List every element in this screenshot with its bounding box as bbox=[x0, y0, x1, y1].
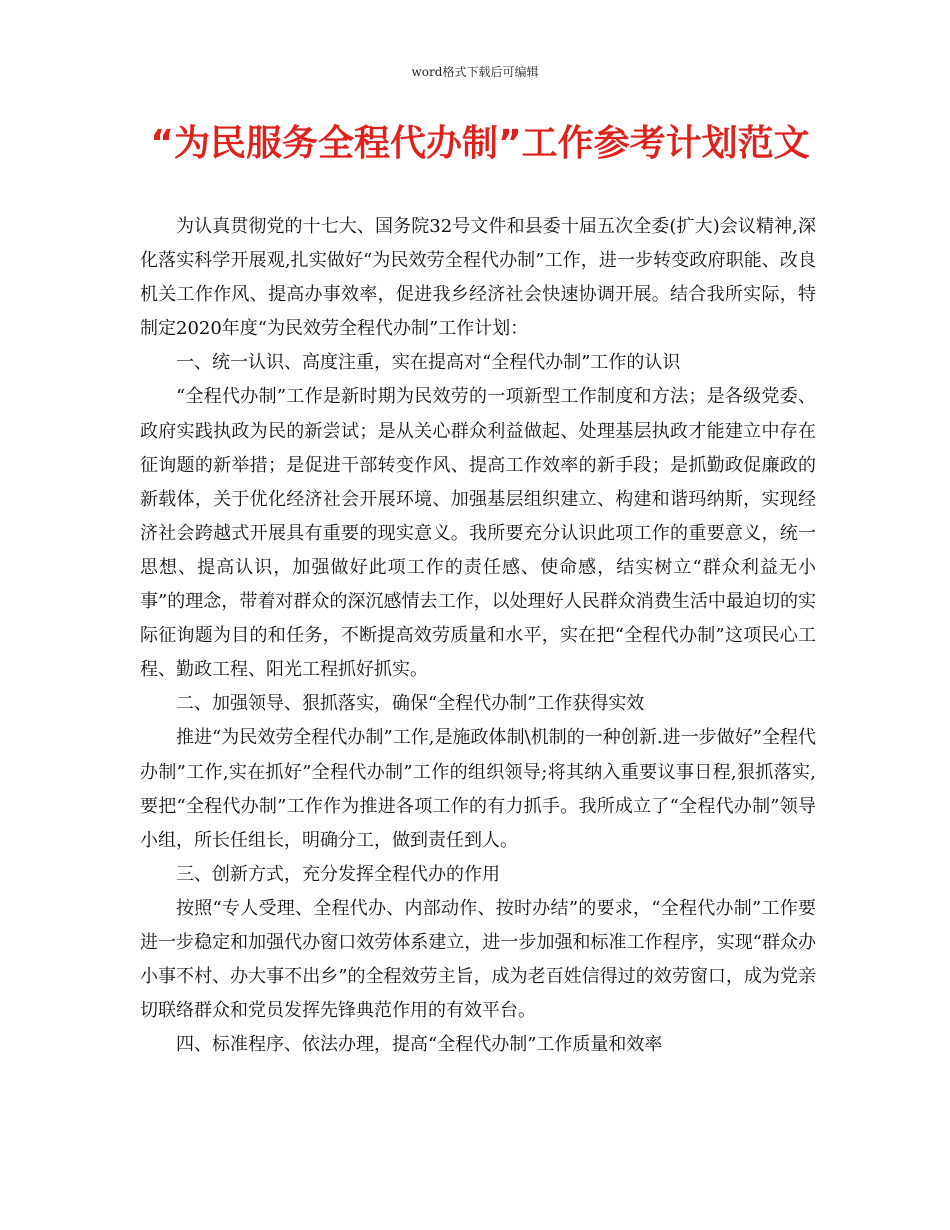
document-body bbox=[140, 210, 816, 1062]
section-heading-1: 一、统一认识、高度注重，实在提高对“全程代办制”工作的认识 bbox=[176, 352, 681, 374]
paragraph-section-3: 按照“专人受理、全程代办、内部动作、按时办结”的要求，“全程代办制”工作要进一步稳定和加强代办窗口效劳体系建立，进一步加强和标准工作程序，实现“群众办小事不村、办大事不出乡”的全程效劳主旨，成为老百姓信得过的效劳窗口，成为党亲切联络群众和党员发挥先锋典范作用的有效平台。 bbox=[140, 897, 816, 1022]
paragraph-section-2: 推进“为民效劳全程代办制”工作,是施政体制\机制的一种创新.进一步做好”全程代办制”工作,实在抓好”全程代办制”工作的组织领导;将其纳入重要议事日程,狠抓落实,要把“全程代办制”工作作为推进各项工作的有力抓手。我所成立了“全程代办制”领导小组，所长任组长，明确分工，做到责任到人。 bbox=[140, 727, 816, 851]
paragraph-section-1: “全程代办制”工作是新时期为民效劳的一项新型工作制度和方法；是各级党委、政府实践执政为民的新尝试；是从关心群众利益做起、处理基层执政才能建立中存在征询题的新举措；是促进干部转变作风、提高工作效率的新手段；是抓勤政促廉政的新载体，关于优化经济社会开展环境、加强基层组织建立、构建和谐玛纳斯，实现经济社会跨越式开展具有重要的现实意义。我所要充分认识此项工作的重要意义，统一思想、提高认识，加强做好此项工作的责任感、使命感，结实树立“群众利益无小事”的理念，带着对群众的深沉感情去工作，以处理好人民群众消费生活中最迫切的实际征询题为目的和任务，不断提高效劳质量和水平，实在把“全程代办制”这项民心工程、勤政工程、阳光工程抓好抓实。 bbox=[140, 386, 816, 681]
paragraph-intro: 为认真贯彻党的十七大、国务院32号文件和县委十届五次全委(扩大)会议精神,深化落实科学开展观,扎实做好“为民效劳全程代办制”工作，进一步转变政府职能、改良机关工作作风、提高办事效率，促进我乡经济社会快速协调开展。结合我所实际，特制定2020年度“为民效劳全程代办制”工作计划： bbox=[140, 216, 816, 340]
section-heading-4: 四、标准程序、依法办理，提高“全程代办制”工作质量和效率 bbox=[176, 1034, 663, 1056]
document-title: “为民服务全程代办制”工作参考计划范文 bbox=[150, 123, 810, 164]
section-heading-2: 二、加强领导、狠抓落实，确保“全程代办制”工作获得实效 bbox=[176, 693, 645, 715]
section-heading-3: 三、创新方式，充分发挥全程代办的作用 bbox=[176, 863, 500, 885]
header-note: word格式下载后可编辑 bbox=[411, 65, 539, 79]
